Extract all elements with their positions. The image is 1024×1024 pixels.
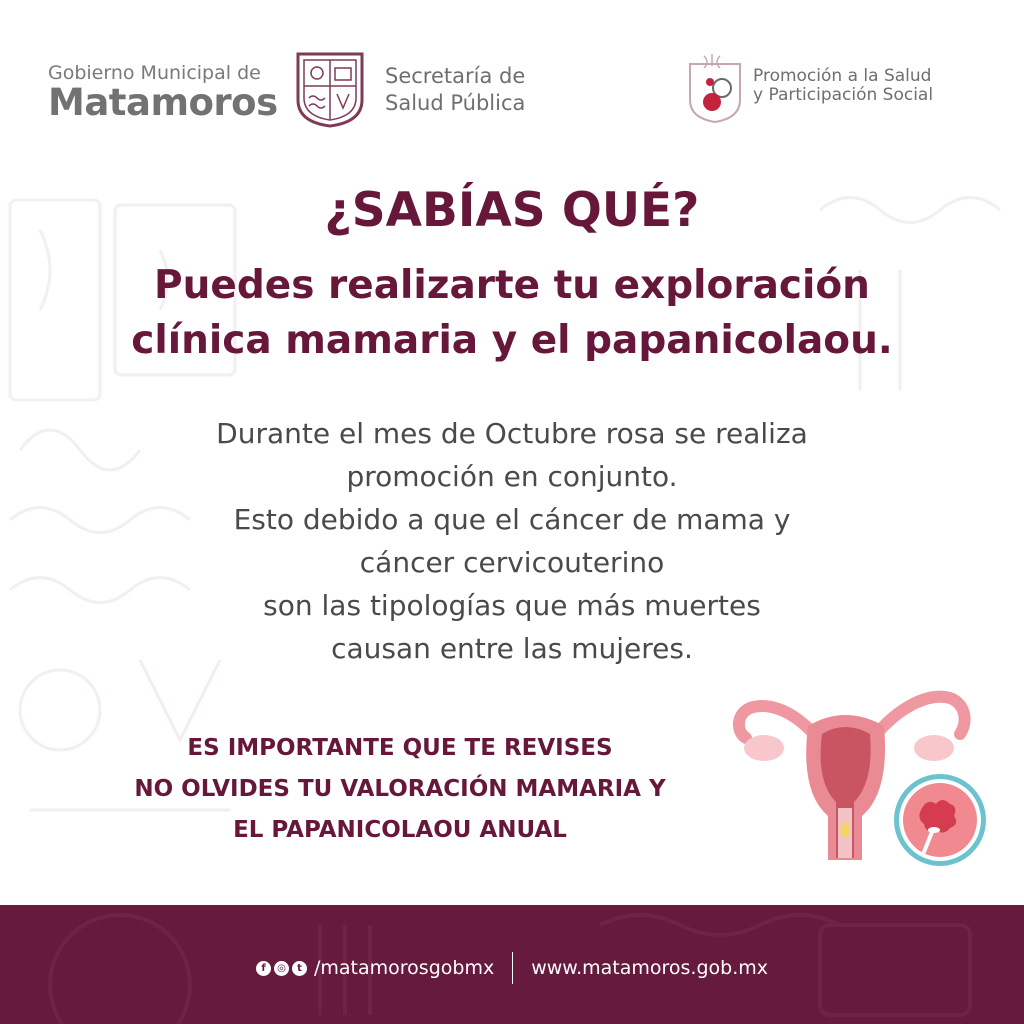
- body-line: cáncer cervicouterino: [359, 546, 665, 579]
- body-line: son las tipologías que más muertes: [263, 589, 761, 622]
- instagram-icon[interactable]: ◎: [274, 961, 289, 976]
- promocion-logo-icon: [686, 52, 744, 126]
- headline: ¿SABÍAS QUÉ?: [324, 183, 700, 238]
- promo-line2: y Participación Social: [753, 85, 934, 105]
- twitter-icon[interactable]: t: [292, 961, 307, 976]
- secretaria-line2: Salud Pública: [385, 91, 526, 115]
- social-handle[interactable]: /matamorosgobmx: [314, 957, 495, 979]
- body-line: Esto debido a que el cáncer de mama y: [233, 503, 791, 536]
- body-line: Durante el mes de Octubre rosa se realiza: [216, 417, 808, 450]
- subhead: [0, 258, 1024, 368]
- uterus-illustration-icon: [728, 682, 1000, 878]
- body-text: [0, 412, 1024, 670]
- footer-divider: [512, 952, 513, 984]
- footer: [0, 905, 1024, 1024]
- cta-line: NO OLVIDES TU VALORACIÓN MAMARIA Y: [134, 776, 666, 802]
- secretaria-text: [385, 63, 525, 117]
- facebook-icon[interactable]: f: [256, 961, 271, 976]
- body-line: promoción en conjunto.: [346, 460, 678, 493]
- promocion-text: [753, 67, 933, 105]
- gov-line2: Matamoros: [48, 81, 278, 124]
- cta-line: EL PAPANICOLAOU ANUAL: [233, 817, 567, 843]
- subhead-line: clínica mamaria y el papanicolaou.: [131, 318, 893, 363]
- footer-contact-row: [0, 951, 1024, 985]
- cta-line: ES IMPORTANTE QUE TE REVISES: [187, 735, 613, 761]
- promo-line1: Promoción a la Salud: [753, 66, 932, 86]
- website-link[interactable]: www.matamoros.gob.mx: [531, 957, 768, 979]
- social-icons: [256, 961, 307, 976]
- gov-line1: Gobierno Municipal de: [48, 62, 261, 84]
- coat-of-arms-icon: [295, 50, 365, 128]
- secretaria-line1: Secretaría de: [385, 64, 526, 88]
- call-to-action: [40, 728, 760, 851]
- body-line: causan entre las mujeres.: [331, 632, 693, 665]
- gobierno-logo-text: [48, 62, 278, 122]
- subhead-line: Puedes realizarte tu exploración: [154, 263, 870, 308]
